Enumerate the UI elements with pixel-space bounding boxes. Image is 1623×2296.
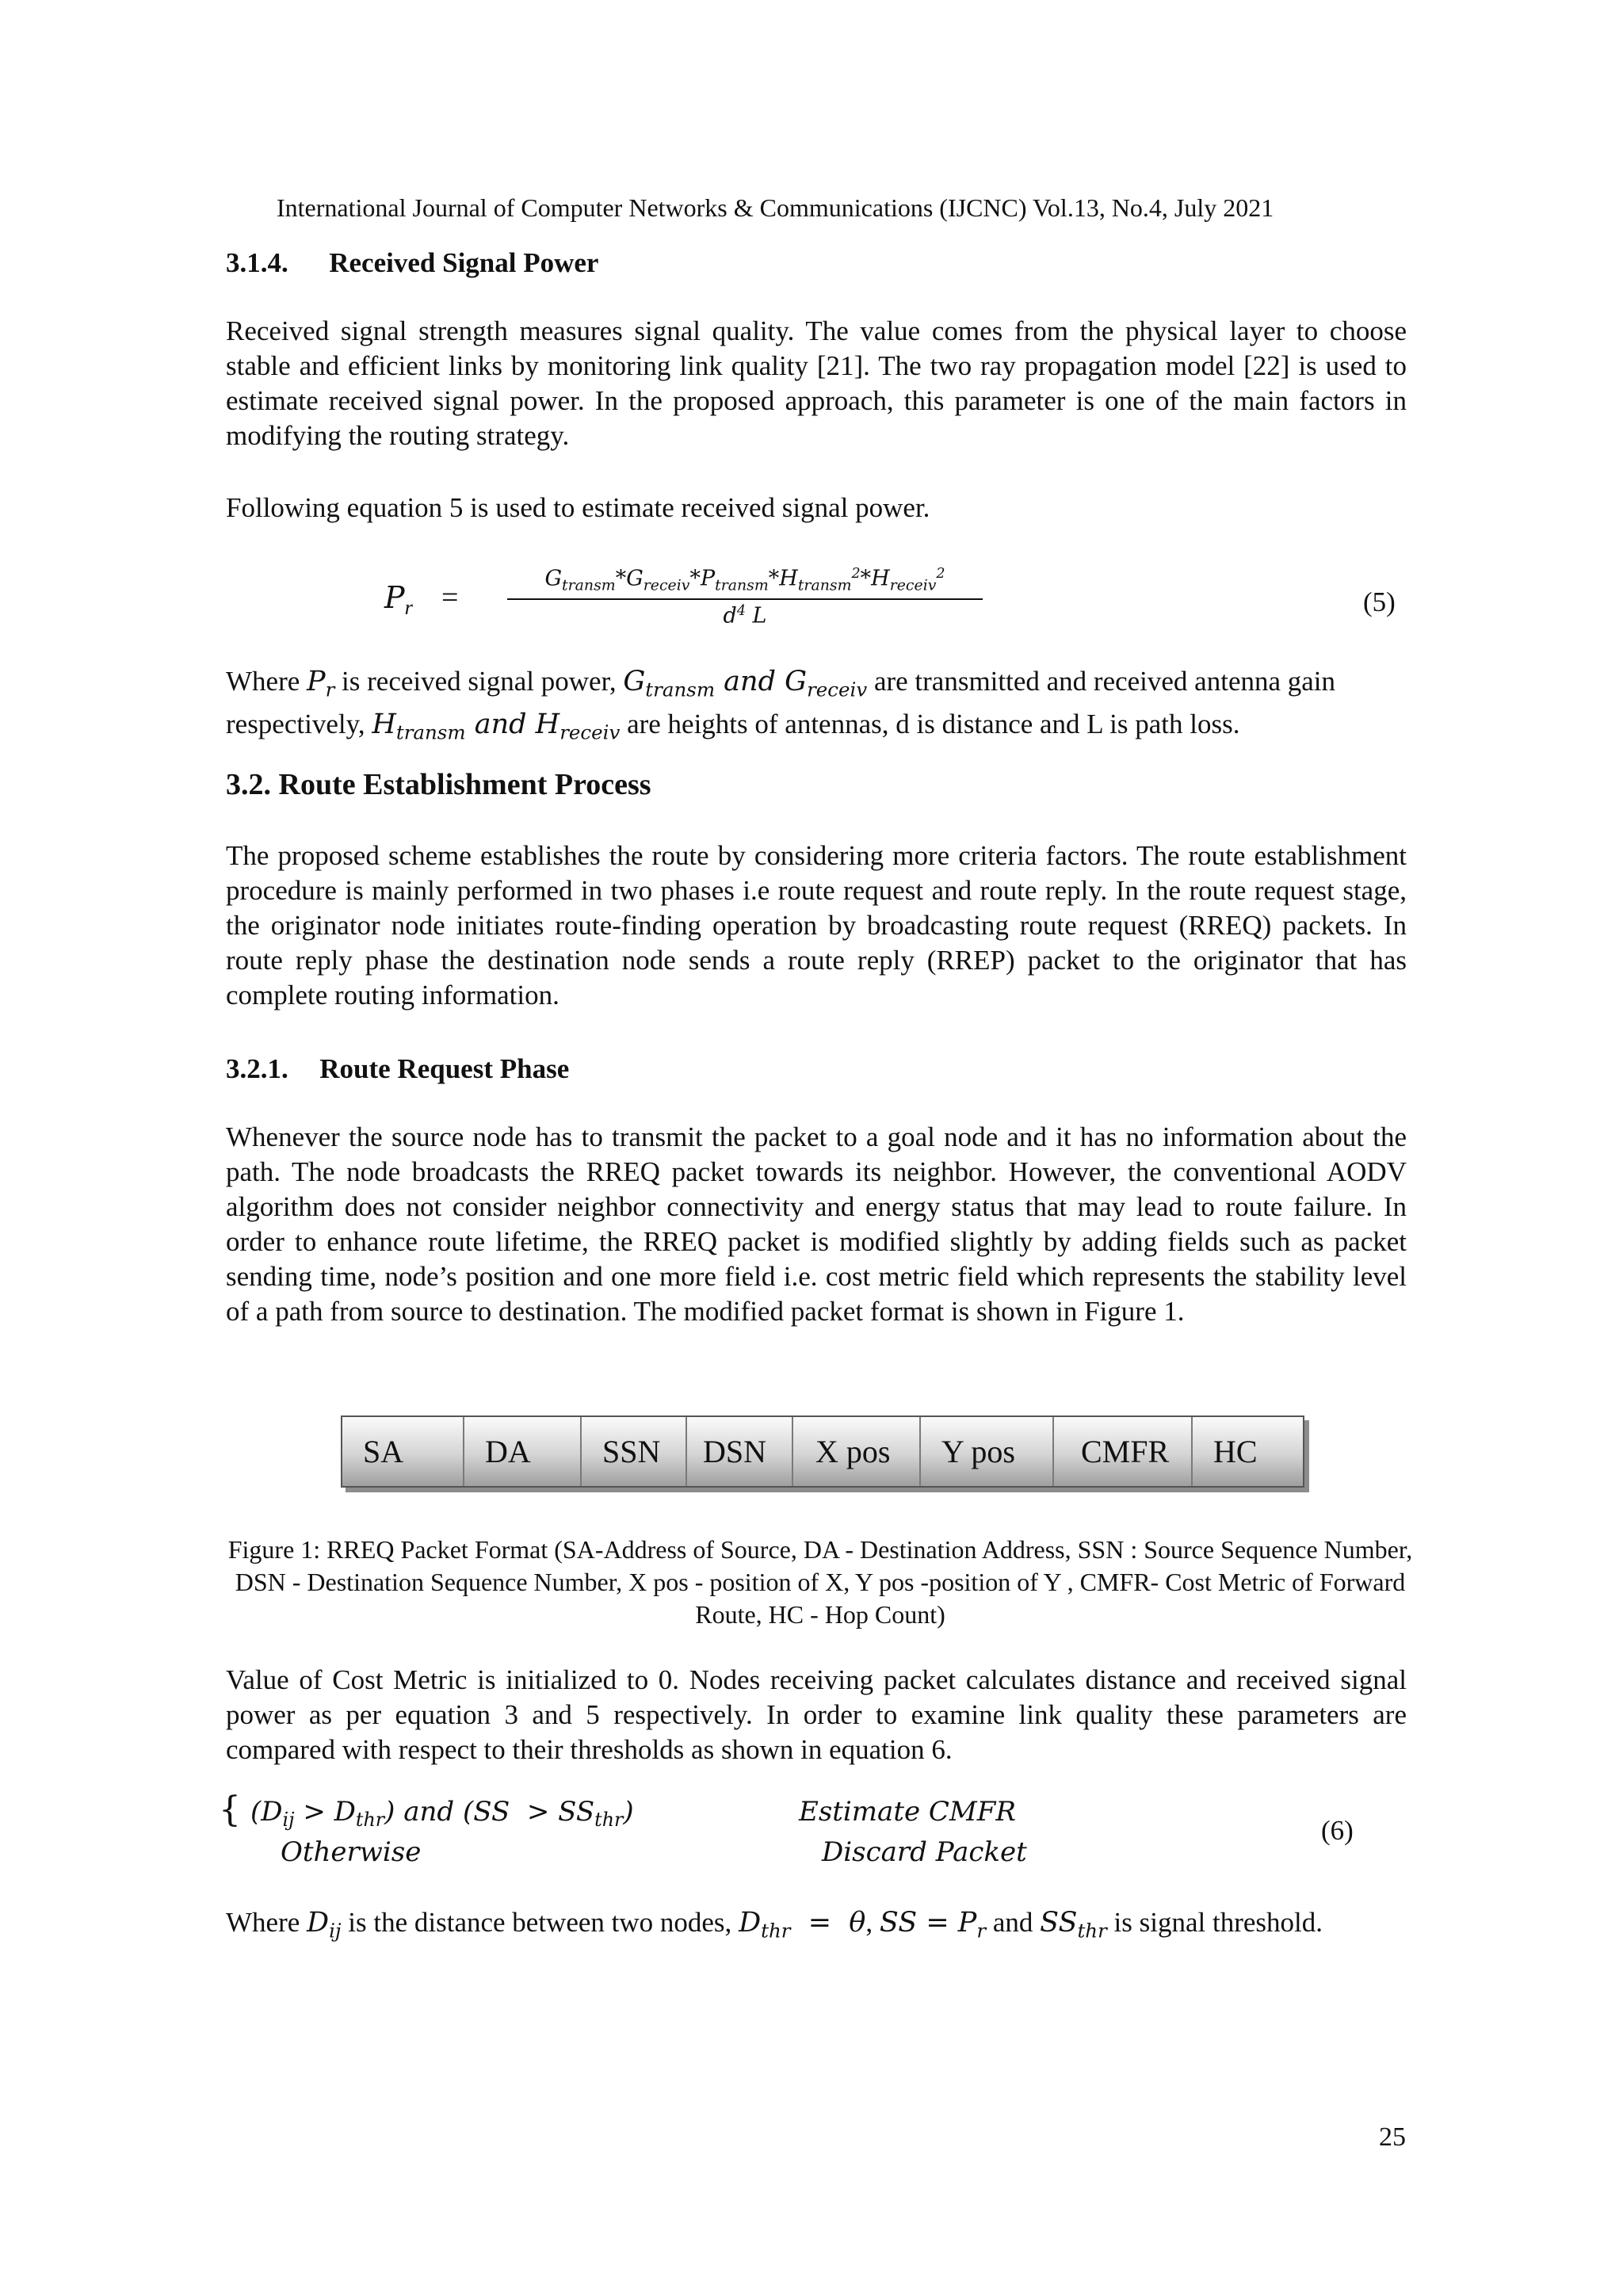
paragraph-route-request: Whenever the source node has to transmit the packet to a goal node and it has no information about the path. The node broadcasts the RREQ packet towards its neighbor. However, the conventional AODV algorithm does not consider neighbor connectivity and energy status that may lead to route failure. In order to enhance route lifetime, the RREQ packet is modified slightly by adding fields such as packet sending time, node’s position and one more field i.e. cost metric field which represents the stability level of a path from source to destination. The modified packet format is shown in Figure 1. [226, 1121, 1407, 1327]
equation-5-equals: = [441, 581, 459, 614]
equation-6-otherwise: Otherwise [281, 1836, 422, 1868]
equation-6-number: (6) [1321, 1815, 1354, 1846]
section-number: 3.2.1. [226, 1053, 288, 1084]
packet-field-hc: HC [1213, 1434, 1258, 1469]
section-heading-3-1-4 [226, 247, 598, 279]
journal-header: International Journal of Computer Networks & Communications (IJCNC) Vol.13, No.4, July 2021 [277, 193, 1274, 222]
equation-5-numerator: $G_{transm}*G_{receiv}*P_{transm}*H_{transm}^2*H_{receiv}^2$ [507, 566, 983, 600]
packet-field-cmfr: CMFR [1054, 1417, 1193, 1486]
section-number: 3.2. [226, 768, 271, 801]
equation-6-brace: { [219, 1790, 241, 1830]
packet-field-x-pos: X pos [793, 1417, 921, 1486]
packet-field-ssn: SSN [582, 1417, 687, 1486]
paragraph-received-signal: Received signal strength measures signal quality. The value comes from the physical layer to choose stable and efficient links by monitoring link quality [21]. The two ray propagation model [22] is used to estimate received signal power. In the proposed approach, this parameter is one of the main factors in modifying the routing strategy. [226, 315, 1407, 451]
figure-1-caption: Figure 1: RREQ Packet Format (SA-Address of Source, DA - Destination Address, SSN : Source Sequence Number, DSN - Destination Sequence Number, X pos - position of X, Y pos -position of Y , CMFR- Cost Metric of Forward Route, HC - Hop Count) [227, 1535, 1413, 1629]
section-title: Received Signal Power [329, 247, 599, 278]
page-number: 25 [1379, 2122, 1406, 2152]
packet-field-sa: SA [342, 1417, 464, 1486]
section-title: Route Establishment Process [278, 768, 651, 801]
equation-5-denominator: $d^4$ L [723, 603, 767, 628]
equation-6-explanation: Where $D_{ij}$ is the distance between two nodes, $D_{thr} = \theta$, SS = $P_r$ and $SS_{thr}$ is signal threshold. [226, 1907, 1323, 1943]
rreq-packet-diagram [341, 1415, 1304, 1488]
equation-5-explanation: Where $P_r$ is received signal power, $G_{transm}$ and $G_{receiv}$ are transmitted and received antenna gain respectively, $H_{transm}$ and $H_{receiv}$ are heights of antennas, d is distance and L is path loss. [226, 666, 1336, 744]
section-heading-3-2-1 [226, 1053, 569, 1085]
section-title: Route Request Phase [319, 1053, 570, 1084]
paragraph-equation-intro: Following equation 5 is used to estimate received signal power. [226, 492, 930, 523]
paragraph-route-establishment: The proposed scheme establishes the route by considering more criteria factors. The route establishment procedure is mainly performed in two phases i.e route request and route reply. In the route request stage, the originator node initiates route-finding operation by broadcasting route request (RREQ) packets. In route reply phase the destination node sends a route reply (RREP) packet to the originator that has complete routing information. [226, 840, 1407, 1010]
section-heading-3-2 [226, 767, 651, 802]
packet-field-dsn: DSN [687, 1417, 793, 1486]
equation-5-fraction [507, 566, 983, 628]
section-number: 3.1.4. [226, 247, 288, 278]
equation-6-estimate: Estimate CMFR [799, 1796, 1016, 1828]
equation-5-number: (5) [1363, 586, 1396, 617]
equation-6-discard: Discard Packet [822, 1836, 1027, 1868]
equation-5-lhs: $P_r$ [384, 580, 413, 619]
packet-field-y-pos: Y pos [921, 1417, 1054, 1486]
packet-field-da: DA [464, 1417, 582, 1486]
equation-6-condition: $(D_{ij} > D_{thr})$ and $(SS > SS_{thr})$ [250, 1796, 634, 1832]
paragraph-cost-metric: Value of Cost Metric is initialized to 0. Nodes receiving packet calculates distance and received signal power as per equation 3 and 5 respectively. In order to examine link quality these parameters are compared with respect to their thresholds as shown in equation 6. [226, 1664, 1407, 1765]
